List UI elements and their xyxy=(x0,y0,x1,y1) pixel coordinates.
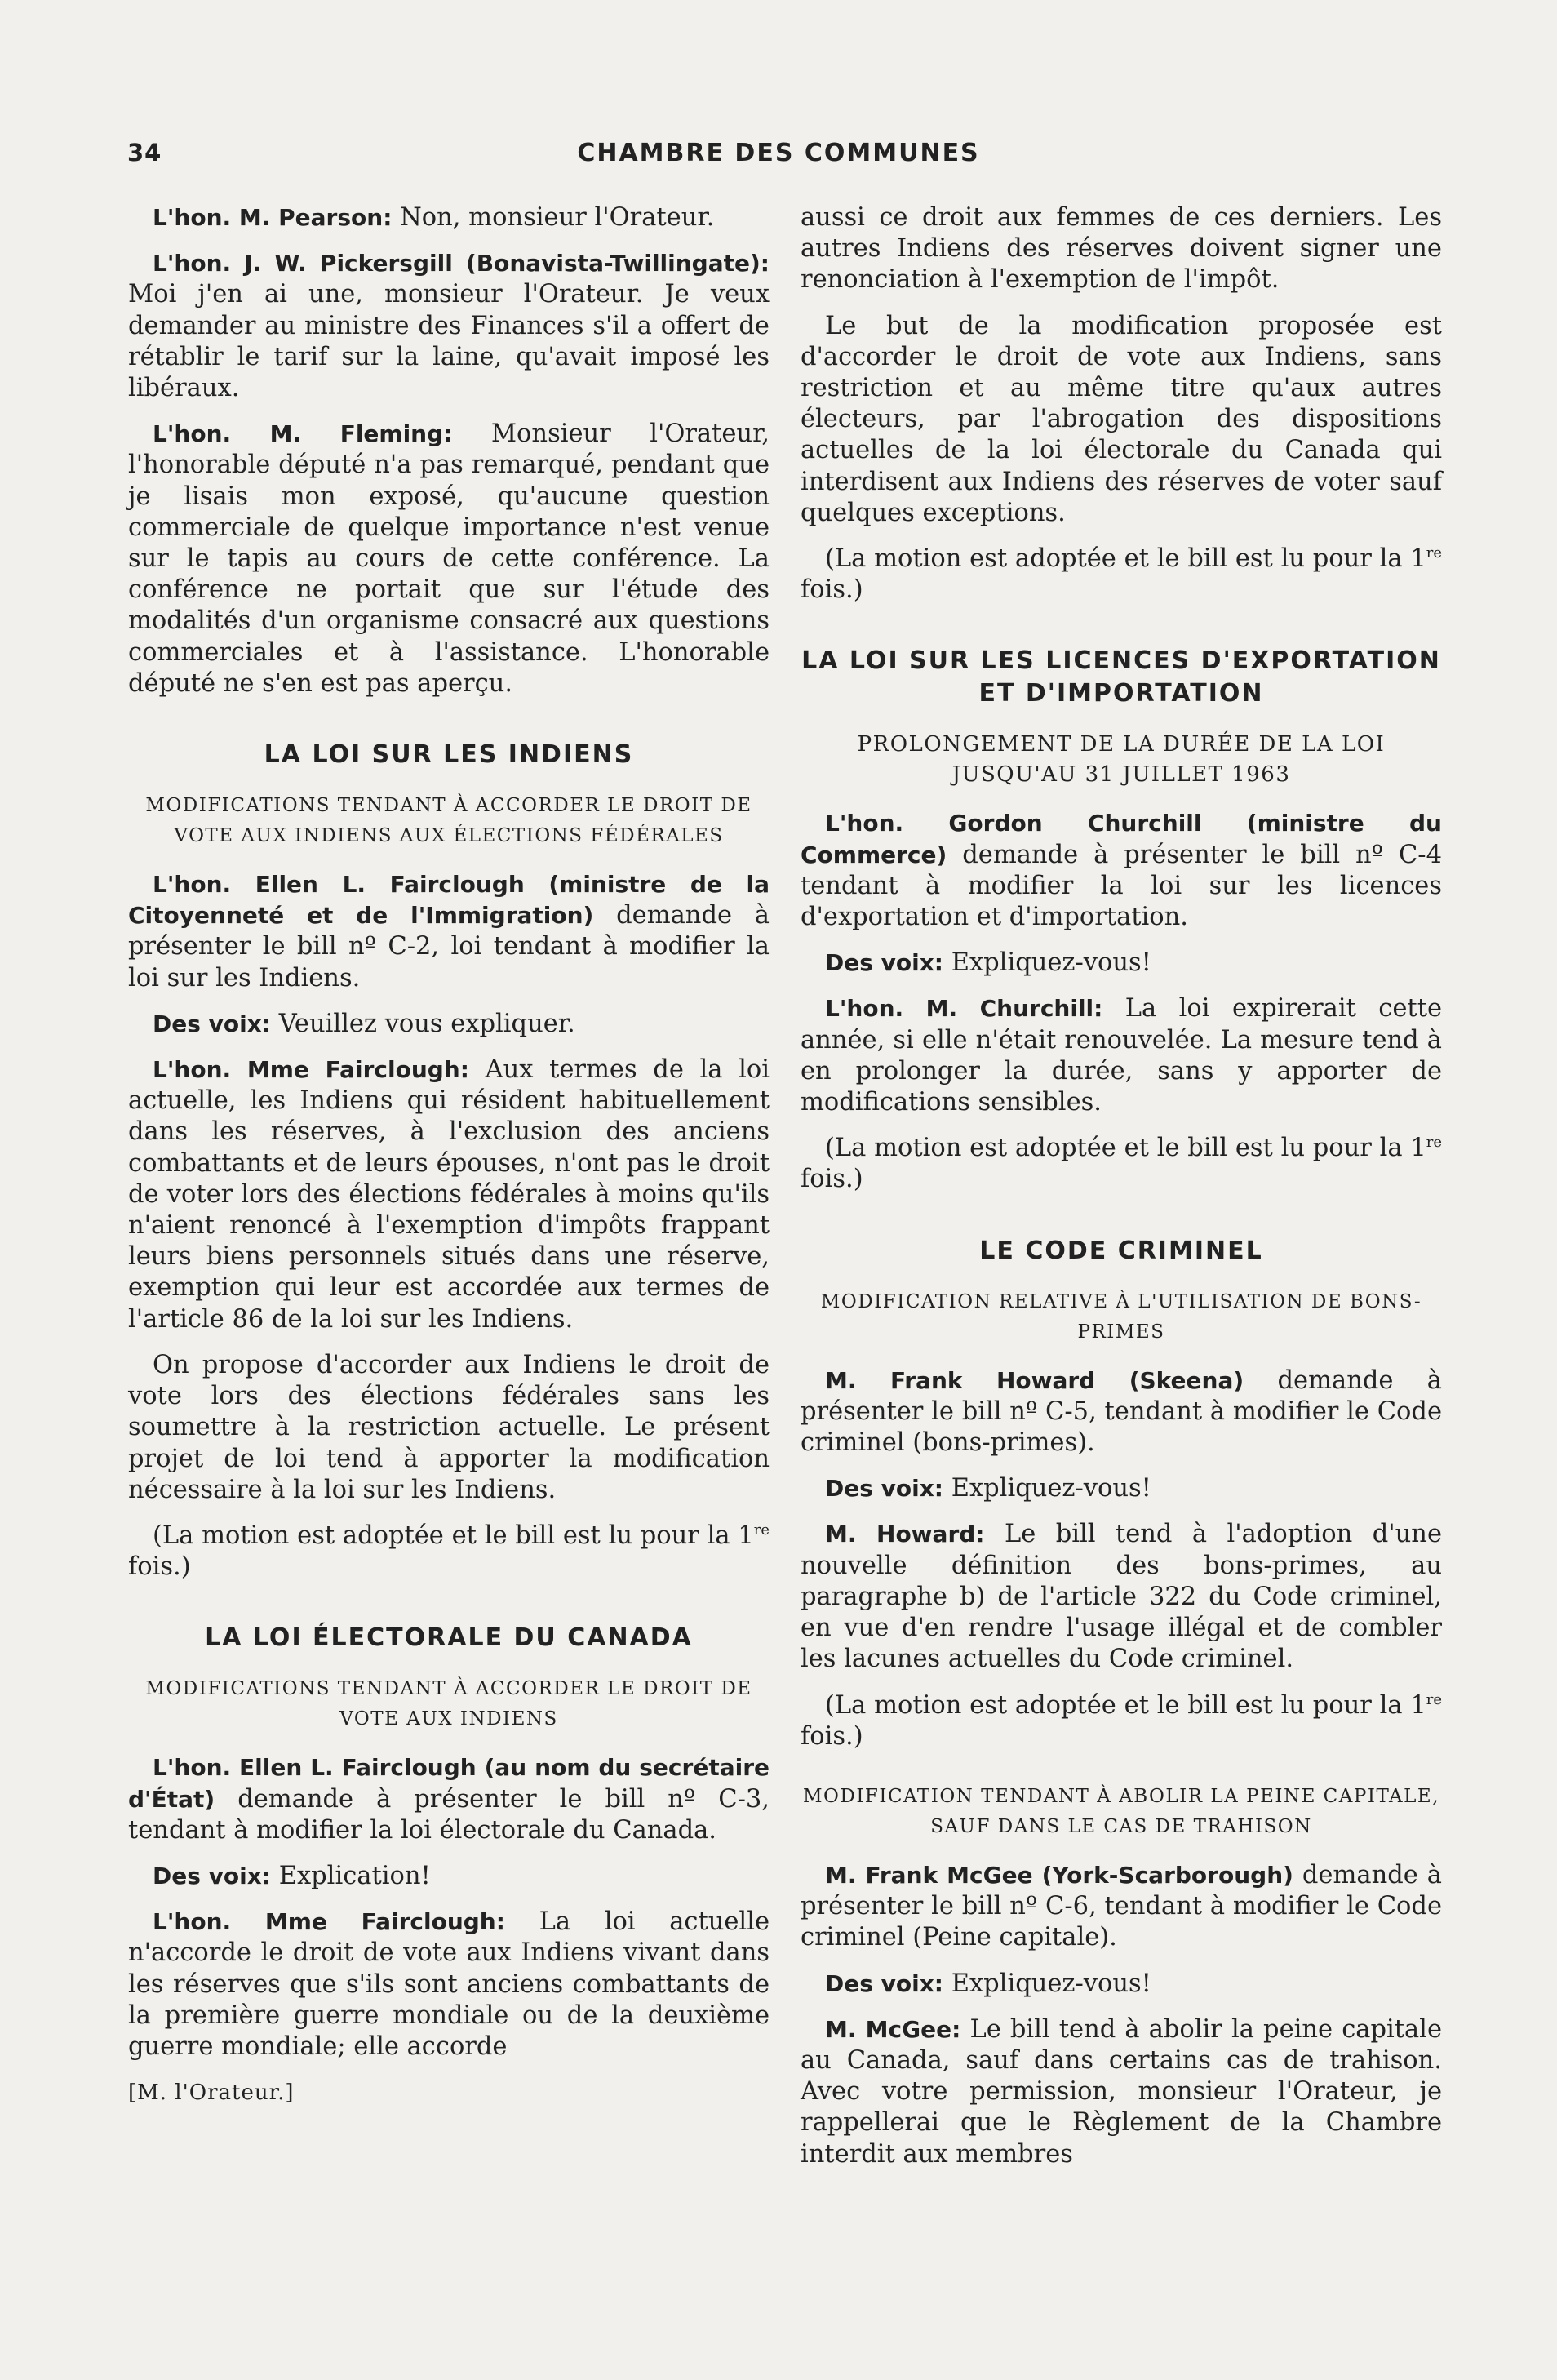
motion-text: (La motion est adoptée et le bill est lu pour la 1 xyxy=(825,1134,1426,1163)
speaker: L'hon. Mme Fairclough: xyxy=(153,1056,469,1084)
superscript: re xyxy=(1426,1690,1442,1708)
speaker: L'hon. Mme Fairclough: xyxy=(153,1908,505,1936)
speaker: M. Frank McGee (York-Scarborough) xyxy=(825,1861,1293,1889)
footer-note: [M. l'Orateur.] xyxy=(128,2080,295,2106)
motion-text: (La motion est adoptée et le bill est lu pour la 1 xyxy=(825,544,1426,574)
section-subheading: MODIFICATIONS TENDANT À ACCORDER LE DROIT DE VOTE AUX INDIENS xyxy=(145,1678,752,1730)
speaker: L'hon. M. Pearson: xyxy=(153,204,393,231)
speech-text: Le bill tend à l'adoption d'une nouvelle définition des bons-primes, au paragraphe b) de l'article 322 du Code criminel, en vue d'en rendre l'usage illégal et de combler les lacunes actuelles du Code criminel. xyxy=(801,1520,1442,1674)
motion-text-end: fois.) xyxy=(128,1552,191,1582)
speaker: M. McGee: xyxy=(825,2015,961,2043)
speech-text: La loi expirerait cette année, si elle n'était renouvelée. La mesure tend à en prolonger la durée, sans y apporter de modifications sensibles. xyxy=(801,994,1442,1117)
section-subheading: PROLONGEMENT DE LA DURÉE DE LA LOI JUSQU'AU 31 JUILLET 1963 xyxy=(857,732,1386,788)
paragraph xyxy=(801,948,1442,979)
paragraph xyxy=(801,808,1442,933)
speech-text: demande à présenter le bill nº C-3, tendant à modifier la loi électorale du Canada. xyxy=(128,1784,770,1845)
speech-text: demande à présenter le bill nº C-6, tendant à modifier le Code criminel (Peine capitale). xyxy=(801,1860,1442,1952)
speaker: M. Frank Howard (Skeena) xyxy=(825,1366,1244,1394)
speaker: L'hon. Gordon Churchill (ministre du Commerce) xyxy=(801,810,1442,868)
speaker: L'hon. J. W. Pickersgill (Bonavista-Twillingate): xyxy=(153,250,770,278)
paragraph xyxy=(801,993,1442,1118)
paragraph xyxy=(801,1860,1442,1954)
paragraph xyxy=(801,2014,1442,2170)
section-subheading: MODIFICATION RELATIVE À L'UTILISATION DE BONS-PRIMES xyxy=(820,1290,1422,1343)
paragraph xyxy=(128,1752,770,1846)
section-heading: LA LOI SUR LES LICENCES D'EXPORTATION ET D'IMPORTATION xyxy=(801,646,1441,708)
speaker: L'hon. M. Churchill: xyxy=(825,995,1103,1023)
motion-note xyxy=(801,544,1442,606)
paragraph xyxy=(128,1055,770,1335)
paragraph xyxy=(801,1473,1442,1504)
speaker: Des voix: xyxy=(825,1969,943,1997)
paragraph xyxy=(801,1365,1442,1459)
speaker: L'hon. M. Fleming: xyxy=(153,420,453,448)
speech-text: Monsieur l'Orateur, l'honorable député n'a pas remarqué, pendant que je lisais mon exposé, qu'aucune question commerciale de quelque importance n'est venue sur le tapis au cours de cette conférence. La conférence ne portait que sur l'étude des modalités d'un organisme consacré aux questions commerciales et à l'assistance. L'honorable député ne s'en est pas aperçu. xyxy=(128,420,770,698)
speaker: Des voix: xyxy=(153,1010,271,1037)
superscript: re xyxy=(1426,1134,1442,1152)
speech-text: Expliquez-vous! xyxy=(943,1969,1151,1998)
page-number: 34 xyxy=(127,139,162,167)
superscript: re xyxy=(753,1521,770,1539)
speech-text: Explication! xyxy=(271,1861,431,1890)
paragraph xyxy=(128,248,770,404)
paragraph xyxy=(801,1519,1442,1675)
motion-text: (La motion est adoptée et le bill est lu pour la 1 xyxy=(825,1690,1426,1720)
section-subheading: MODIFICATION TENDANT À ABOLIR LA PEINE CAPITALE, SAUF DANS LE CAS DE TRAHISON xyxy=(802,1785,1440,1837)
speech-text: demande à présenter le bill nº C-4 tendant à modifier la loi sur les licences d'exportation et d'importation. xyxy=(801,840,1442,932)
speech-text: Expliquez-vous! xyxy=(943,948,1151,978)
speech-text: Veuillez vous expliquer. xyxy=(271,1009,575,1038)
speech-text: Le bill tend à abolir la peine capitale au Canada, sauf dans certains cas de trahison. Avec votre permission, monsieur l'Orateur, je rappellerai que le Règlement de la Chambre interdit aux membres xyxy=(801,2014,1442,2169)
section-heading: LA LOI ÉLECTORALE DU CANADA xyxy=(205,1623,693,1653)
paragraph: On propose d'accorder aux Indiens le droit de vote lors des élections fédérales sans les soumettre à la restriction actuelle. Le présent projet de loi tend à apporter la modification nécessaire à la loi sur les Indiens. xyxy=(128,1350,770,1504)
motion-text-end: fois.) xyxy=(801,1721,863,1751)
speaker: L'hon. Ellen L. Fairclough (ministre de la Citoyenneté et de l'Immigration) xyxy=(128,871,770,930)
paragraph: aussi ce droit aux femmes de ces derniers. Les autres Indiens des réserves doivent signer une renonciation à l'exemption de l'impôt. xyxy=(801,203,1442,295)
right-column xyxy=(801,202,1442,2185)
motion-text-end: fois.) xyxy=(801,575,863,605)
section-subheading: MODIFICATIONS TENDANT À ACCORDER LE DROIT DE VOTE AUX INDIENS AUX ÉLECTIONS FÉDÉRALES xyxy=(145,795,752,847)
speech-text: Moi j'en ai une, monsieur l'Orateur. Je veux demander au ministre des Finances s'il a offert de rétablir le tarif sur la laine, qu'avait imposé les libéraux. xyxy=(128,280,770,403)
paragraph: Le but de la modification proposée est d'accorder le droit de vote aux Indiens, sans restriction et au même titre qu'aux autres électeurs, par l'abrogation des dispositions actuelles de la loi électorale du Canada qui interdisent aux Indiens des réserves de voter sauf quelques exceptions. xyxy=(801,311,1442,527)
speech-text: Aux termes de la loi actuelle, les Indiens qui résident habituellement dans les réserves, à l'exclusion des anciens combattants et de leurs épouses, n'ont pas le droit de voter lors des élections fédérales à moins qu'ils n'aient renoncé à l'exemption d'impôts frappant leurs biens personnels situés dans une réserve, exemption qui leur est accordée aux termes de l'article 86 de la loi sur les Indiens. xyxy=(128,1055,770,1334)
paragraph xyxy=(128,1009,770,1040)
paragraph xyxy=(128,202,770,233)
speech-text: La loi actuelle n'accorde le droit de vote aux Indiens vivant dans les réserves que s'ils sont anciens combattants de la première guerre mondiale ou de la deuxième guerre mondiale; elle accorde xyxy=(128,1907,770,2061)
speaker: M. Howard: xyxy=(825,1521,985,1548)
section-heading: LA LOI SUR LES INDIENS xyxy=(264,740,634,770)
speech-text: demande à présenter le bill nº C-2, loi tendant à modifier la loi sur les Indiens. xyxy=(128,901,770,992)
speaker: Des voix: xyxy=(825,1475,943,1503)
speaker: L'hon. Ellen L. Fairclough (au nom du secrétaire d'État) xyxy=(128,1754,770,1813)
paragraph xyxy=(128,1907,770,2063)
superscript: re xyxy=(1426,544,1442,562)
speech-text: Expliquez-vous! xyxy=(943,1474,1151,1503)
motion-text-end: fois.) xyxy=(801,1165,863,1194)
speech-text: Non, monsieur l'Orateur. xyxy=(392,203,715,232)
speech-text: demande à présenter le bill nº C-5, tendant à modifier le Code criminel (bons-primes). xyxy=(801,1365,1442,1458)
paragraph xyxy=(128,419,770,699)
motion-note xyxy=(801,1690,1442,1752)
motion-note xyxy=(128,1521,770,1583)
section-heading: LE CODE CRIMINEL xyxy=(979,1236,1263,1265)
speaker: Des voix: xyxy=(153,1862,271,1889)
motion-note xyxy=(801,1133,1442,1195)
paragraph xyxy=(128,1861,770,1892)
motion-text: (La motion est adoptée et le bill est lu pour la 1 xyxy=(153,1521,754,1550)
paragraph xyxy=(128,869,770,994)
speaker: Des voix: xyxy=(825,949,943,977)
running-head: CHAMBRE DES COMMUNES xyxy=(577,139,980,167)
paragraph xyxy=(801,1969,1442,2000)
left-column xyxy=(128,202,770,2108)
